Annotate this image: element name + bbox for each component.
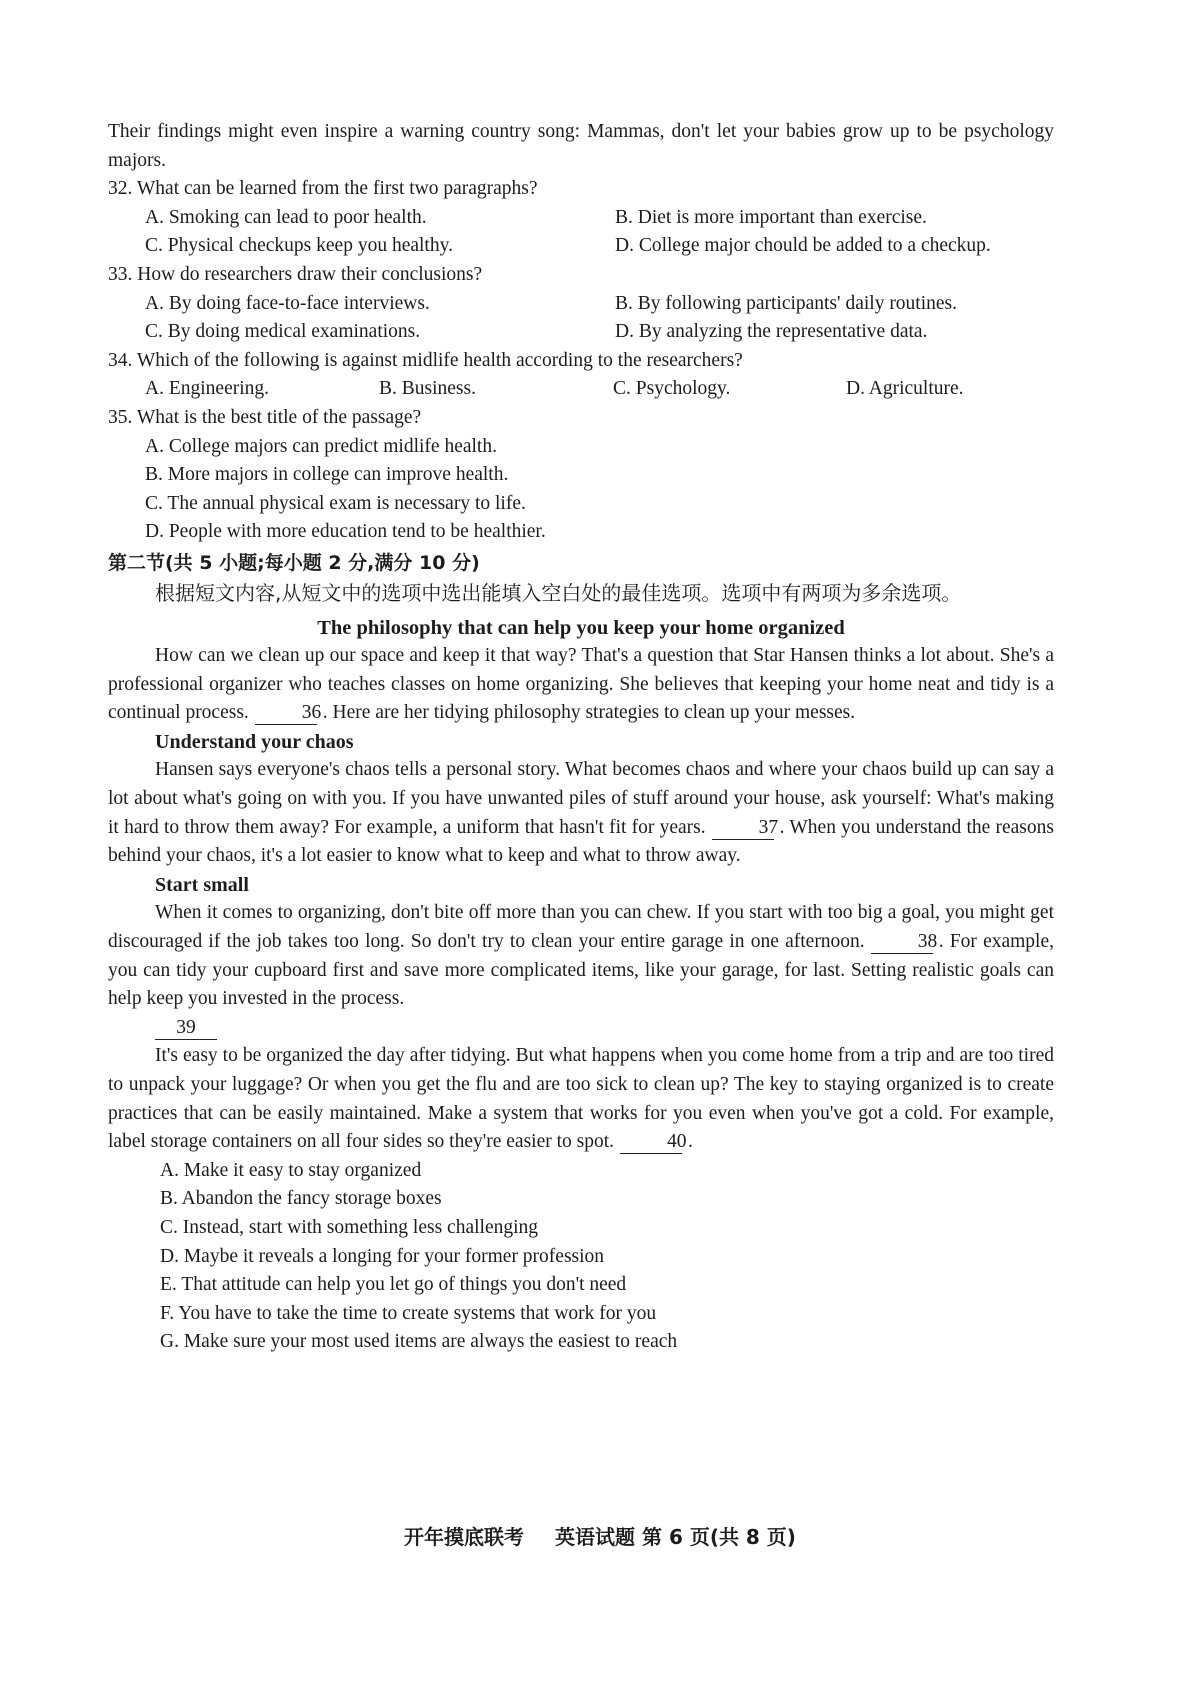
answer-option-f: F. You have to take the time to create systems that work for you [160,1302,657,1324]
option-a: A. Engineering. [145,378,270,400]
answer-option-c: C. Instead, start with something less challenging [160,1216,539,1238]
subheading-start-small: Start small [155,873,249,896]
option-c: C. The annual physical exam is necessary to life. [145,492,526,514]
option-c: C. Physical checkups keep you healthy. [145,235,453,257]
question-stem: 33. How do researchers draw their conclusions? [108,263,483,285]
option-d: D. College major chould be added to a checkup. [615,235,991,257]
question-stem: 32. What can be learned from the first two paragraphs? [108,178,538,200]
question-stem: 34. Which of the following is against midlife health according to the researchers? [108,349,743,371]
passage-paragraph-3: When it comes to organizing, don't bite off more than you can chew. If you start with too big a goal, you might get discouraged if the job takes too long. So don't try to clean your entire garage in one afternoon. 38. For example, you can tidy your cupboard first and save more complicated items, like your garage, for last. Setting realistic goals can help keep you invested in the process. [108,902,1054,1010]
answer-option-e: E. That attitude can help you let go of things you don't need [160,1274,627,1296]
question-options [108,433,1054,547]
answer-option-d: D. Maybe it reveals a longing for your former profession [160,1245,605,1267]
question-options [108,290,1054,347]
option-d: D. People with more education tend to be healthier. [145,521,546,543]
option-a: A. Smoking can lead to poor health. [145,206,427,228]
option-a: A. College majors can predict midlife health. [145,435,497,457]
footer-page-info: 英语试题 第 6 页(共 8 页) [555,1525,796,1549]
option-b: B. Business. [379,378,476,400]
passage-paragraph-2: Hansen says everyone's chaos tells a personal story. What becomes chaos and where your chaos build up can say a lot about what's going on with you. If you have unwanted piles of stuff around your house, ask yourself: What's making it hard to throw them away? For example, a uniform that hasn't fit for years. 37. When you understand the reasons behind your chaos, it's a lot easier to know what to keep and what to throw away. [108,759,1054,867]
question-stem: 35. What is the best title of the passage? [108,406,422,428]
footer-exam-name: 开年摸底联考 [404,1525,525,1549]
option-b: B. By following participants' daily routines. [615,292,958,314]
page-content [108,118,1054,1357]
question-32 [108,175,1054,261]
option-d: D. By analyzing the representative data. [615,321,928,343]
subheading-understand-chaos: Understand your chaos [155,730,354,753]
question-35 [108,404,1054,547]
section-heading: 第二节(共 5 小题;每小题 2 分,满分 10 分) [108,551,480,574]
intro-paragraph: Their findings might even inspire a warning country song: Mammas, don't let your babies grow up to be psychology majors. [108,121,1054,171]
passage-paragraph-4: It's easy to be organized the day after tidying. But what happens when you come home from a trip and are too tired to unpack your luggage? Or when you get the flu and are too sick to clean up? The key to staying organized is to create practices that can be easily maintained. Make a system that works for you even when you've got a cold. For example, label storage containers on all four sides so they're easier to spot. 40. [108,1045,1054,1153]
question-34 [108,347,1054,404]
blank-40: 40 [620,1131,682,1154]
blank-36: 36 [255,702,317,725]
question-33 [108,261,1054,347]
option-c: C. Psychology. [613,378,731,400]
option-b: B. More majors in college can improve health. [145,464,509,486]
answer-options [108,1157,1054,1357]
blank-39: 39 [155,1017,217,1040]
answer-option-b: B. Abandon the fancy storage boxes [160,1188,442,1210]
option-a: A. By doing face-to-face interviews. [145,292,430,314]
page-footer [0,1521,1200,1550]
answer-option-a: A. Make it easy to stay organized [160,1159,422,1181]
blank-38: 38 [871,931,933,954]
option-c: C. By doing medical examinations. [145,321,421,343]
question-options [108,204,1054,261]
question-options [108,375,1054,404]
option-b: B. Diet is more important than exercise. [615,206,927,228]
blank-39-line [108,1014,1054,1043]
option-d: D. Agriculture. [846,378,964,400]
answer-option-g: G. Make sure your most used items are always the easiest to reach [160,1331,678,1353]
passage-paragraph-1: How can we clean up our space and keep it that way? That's a question that Star Hansen thinks a lot about. She's a professional organizer who teaches classes on home organizing. She believes that keeping your home neat and tidy is a continual process. 36. Here are her tidying philosophy strategies to clean up your messes. [108,645,1054,724]
passage-title: The philosophy that can help you keep your home organized [317,616,845,639]
blank-37: 37 [712,817,774,840]
section-instruction: 根据短文内容,从短文中的选项中选出能填入空白处的最佳选项。选项中有两项为多余选项。 [155,580,962,605]
